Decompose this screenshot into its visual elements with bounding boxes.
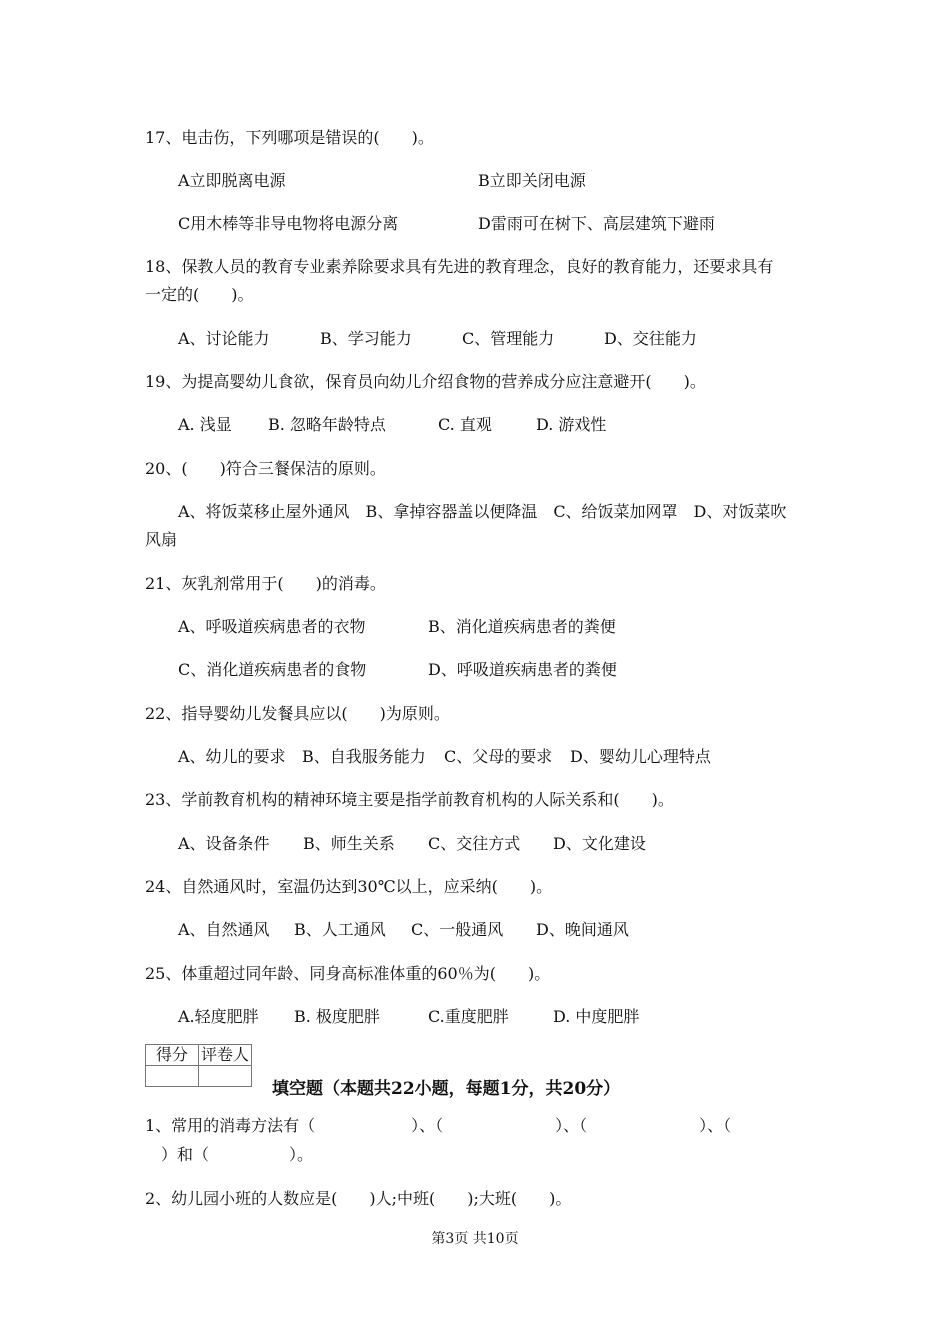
question-21-option-d: D、呼吸道疾病患者的粪便 (428, 660, 617, 679)
question-21-options-row2 (178, 660, 818, 680)
section-title: 填空题（本题共22小题，每题1分，共20分） (272, 1079, 621, 1099)
question-21-option-a: A、呼吸道疾病患者的衣物 (178, 617, 366, 636)
question-18-stem-line1: 18、保教人员的教育专业素养除要求具有先进的教育理念，良好的教育能力，还要求具有 (145, 257, 774, 276)
question-17-option-a: A立即脱离电源 (178, 171, 286, 190)
question-23-option-b: B、师生关系 (303, 834, 395, 853)
question-21-option-c: C、消化道疾病患者的食物 (178, 660, 367, 679)
question-25-options (178, 1007, 818, 1027)
question-19-stem: 19、为提高婴幼儿食欲，保育员向幼儿介绍食物的营养成分应注意避开( )。 (145, 372, 706, 391)
question-20-options-line1: A、将饭菜移止屋外通风 B、拿掉容器盖以便降温 C、给饭菜加网罩 D、对饭菜吹 (178, 502, 787, 521)
question-18-options (178, 329, 818, 349)
question-20-options-line2: 风扇 (145, 530, 178, 549)
question-23-stem: 23、学前教育机构的精神环境主要是指学前教育机构的人际关系和( )。 (145, 790, 674, 809)
question-19-option-d: D. 游戏性 (536, 415, 607, 434)
question-19-option-c: C. 直观 (438, 415, 492, 434)
question-25-option-c: C.重度肥胖 (428, 1007, 509, 1026)
question-24-option-c: C、一般通风 (411, 920, 504, 939)
question-22-stem: 22、指导婴幼儿发餐具应以( )为原则。 (145, 704, 450, 723)
question-24-options (178, 920, 818, 940)
question-25-option-d: D. 中度肥胖 (553, 1007, 640, 1026)
question-22-option-b: B、自我服务能力 (302, 747, 426, 766)
question-24-option-a: A、自然通风 (178, 920, 270, 939)
question-18-option-b: B、学习能力 (320, 329, 412, 348)
question-22-options (178, 747, 818, 767)
question-18-option-d: D、交往能力 (604, 329, 697, 348)
question-24-option-b: B、人工通风 (294, 920, 386, 939)
question-25-option-a: A.轻度肥胖 (178, 1007, 259, 1026)
question-21-options-row1 (178, 617, 818, 637)
question-24-stem: 24、自然通风时，室温仍达到30℃以上，应采纳( )。 (145, 877, 553, 896)
question-18-stem-line2: 一定的( )。 (145, 285, 254, 304)
question-25-option-b: B. 极度肥胖 (294, 1007, 380, 1026)
score-label: 得分 (146, 1045, 199, 1066)
question-21-option-b: B、消化道疾病患者的粪便 (428, 617, 616, 636)
fill-question-1-line1: 1、常用的消毒方法有（ ）、（ ）、（ ）、（ (145, 1116, 732, 1135)
question-22-option-d: D、婴幼儿心理特点 (570, 747, 711, 766)
question-19-options (178, 415, 818, 435)
question-18-option-a: A、讨论能力 (178, 329, 270, 348)
question-18-option-c: C、管理能力 (462, 329, 555, 348)
score-cell (146, 1066, 199, 1087)
question-23-option-c: C、交往方式 (428, 834, 521, 853)
grader-label: 评卷人 (199, 1045, 252, 1066)
question-17-stem: 17、电击伤，下列哪项是错误的( )。 (145, 128, 434, 147)
question-22-option-c: C、父母的要求 (444, 747, 553, 766)
question-23-option-a: A、设备条件 (178, 834, 270, 853)
question-17-options-row1 (178, 171, 818, 191)
question-24-option-d: D、晚间通风 (536, 920, 629, 939)
page-footer: 第3页 共10页 (431, 1231, 519, 1247)
grader-cell (199, 1066, 252, 1087)
question-21-stem: 21、灰乳剂常用于( )的消毒。 (145, 574, 386, 593)
score-box (145, 1044, 252, 1087)
question-23-option-d: D、文化建设 (553, 834, 646, 853)
question-17-option-c: C用木棒等非导电物将电源分离 (178, 214, 399, 233)
fill-question-2: 2、幼儿园小班的人数应是( )人;中班( );大班( )。 (145, 1189, 572, 1208)
question-20-stem: 20、( )符合三餐保洁的原则。 (145, 459, 386, 478)
question-17-option-d: D雷雨可在树下、高层建筑下避雨 (478, 214, 715, 233)
question-22-option-a: A、幼儿的要求 (178, 747, 286, 766)
question-17-options-row2 (178, 214, 818, 234)
question-19-option-a: A. 浅显 (178, 415, 232, 434)
question-17-option-b: B立即关闭电源 (478, 171, 586, 190)
fill-question-1-line2: ）和（ ）。 (145, 1145, 314, 1164)
question-23-options (178, 834, 818, 854)
question-19-option-b: B. 忽略年龄特点 (268, 415, 386, 434)
question-25-stem: 25、体重超过同年龄、同身高标准体重的60％为( )。 (145, 964, 551, 983)
